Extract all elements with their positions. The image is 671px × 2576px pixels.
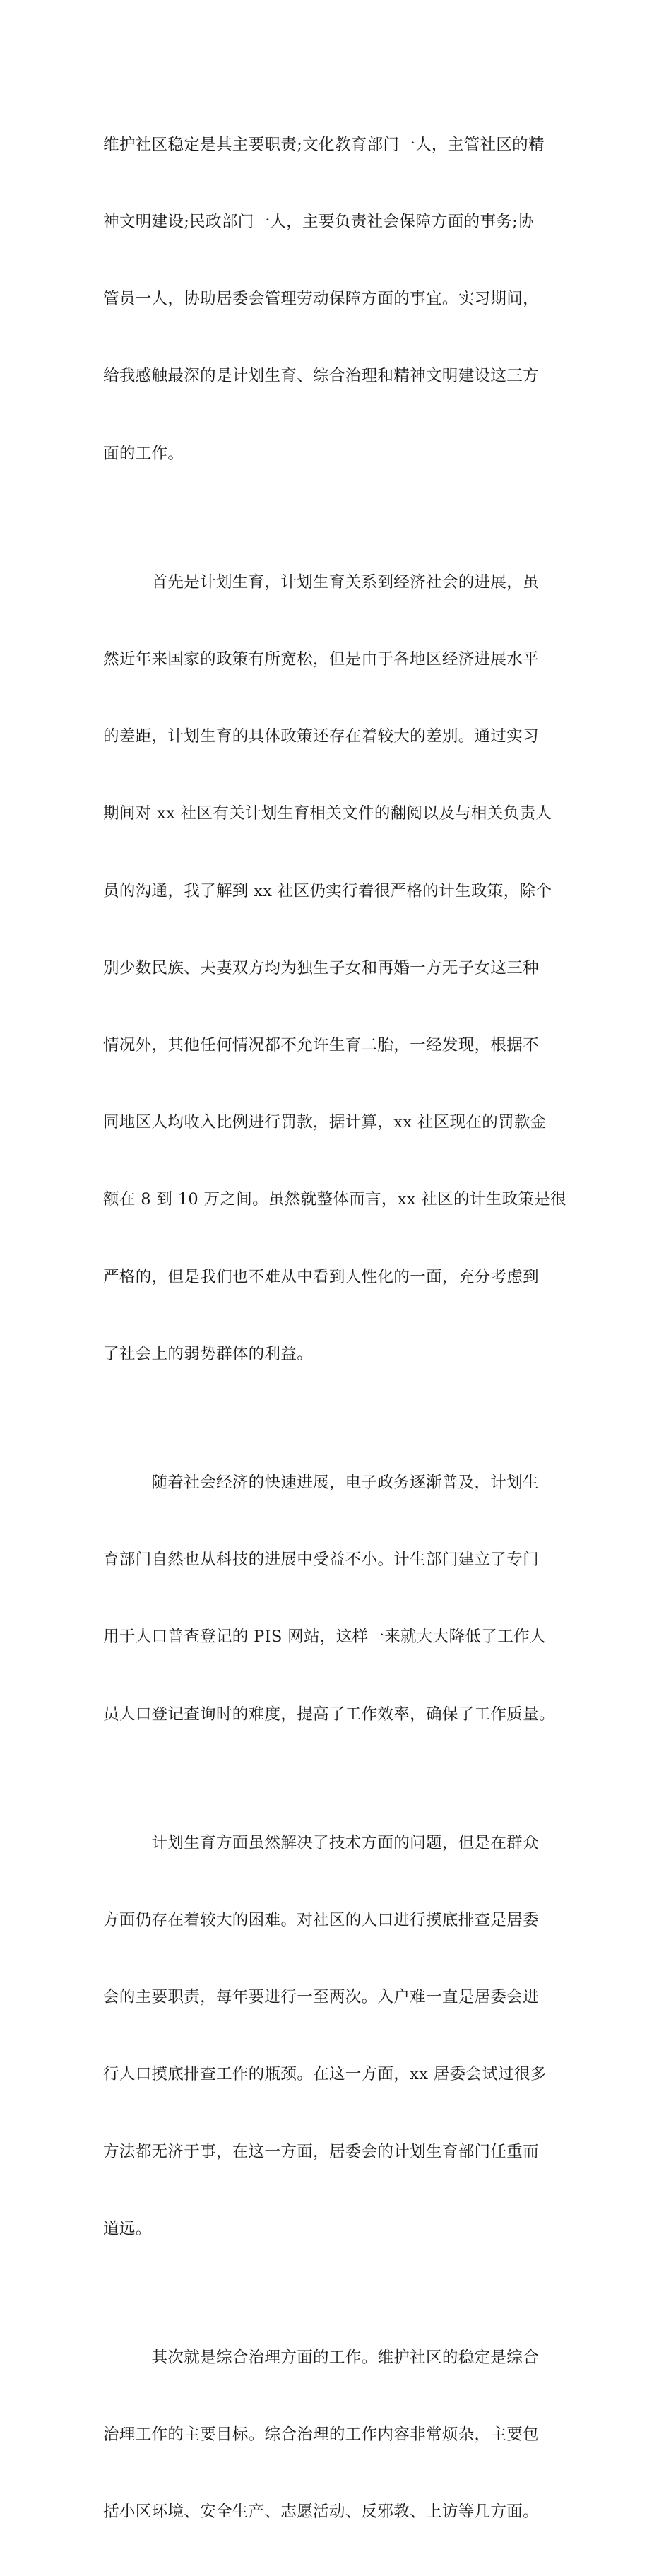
text-line: 给我感触最深的是计划生育、综合治理和精神文明建设这三方 xyxy=(103,367,539,386)
text-line: 括小区环境、安全生产、志愿活动、反邪教、上访等几方面。 xyxy=(103,2503,539,2522)
text-line: 神文明建设;民政部门一人，主要负责社会保障方面的事务;协 xyxy=(103,213,534,232)
text-line: 治理工作的主要目标。综合治理的工作内容非常烦杂，主要包 xyxy=(103,2425,539,2444)
text-line: 计划生育方面虽然解决了技术方面的问题，但是在群众 xyxy=(103,1833,539,1852)
paragraph-4 xyxy=(103,1779,569,2293)
text-line: 首先是计划生育，计划生育关系到经济社会的进展，虽 xyxy=(103,572,539,592)
text-line: 员的沟通，我了解到 xx 社区仍实行着很严格的计生政策，除个 xyxy=(103,881,552,900)
text-line: 的差距，计划生育的具体政策还存在着较大的差别。通过实习 xyxy=(103,727,539,746)
text-line: 行人口摸底排查工作的瓶颈。在这一方面，xx 居委会试过很多 xyxy=(103,2065,547,2084)
text-line: 别少数民族、夫妻双方均为独生子女和再婚一方无子女这三种 xyxy=(103,958,539,977)
text-line: 严格的，但是我们也不难从中看到人性化的一面，充分考虑到 xyxy=(103,1267,539,1286)
text-line: 维护社区稳定是其主要职责;文化教育部门一人，主管社区的精 xyxy=(103,135,545,154)
text-line: 其次就是综合治理方面的工作。维护社区的稳定是综合 xyxy=(103,2348,539,2367)
text-line: 面的工作。 xyxy=(103,444,184,463)
text-line: 方法都无济于事，在这一方面，居委会的计划生育部门任重而 xyxy=(103,2142,539,2161)
paragraph-2 xyxy=(103,518,569,1418)
text-line: 然近年来国家的政策有所宽松，但是由于各地区经济进展水平 xyxy=(103,649,539,669)
text-line: 管员一人，协助居委会管理劳动保障方面的事宜。实习期间， xyxy=(103,290,539,309)
text-line: 了社会上的弱势群体的利益。 xyxy=(103,1344,314,1363)
text-line: 员人口登记查询时的难度，提高了工作效率，确保了工作质量。 xyxy=(103,1705,555,1724)
paragraph-1 xyxy=(103,81,569,518)
paragraph-3 xyxy=(103,1418,569,1779)
text-line: 同地区人均收入比例进行罚款，据计算，xx 社区现在的罚款金 xyxy=(103,1113,547,1132)
text-line: 方面仍存在着较大的困难。对社区的人口进行摸底排查是居委 xyxy=(103,1910,539,1929)
text-line: 会的主要职责，每年要进行一至两次。入户难一直是居委会进 xyxy=(103,1988,539,2007)
text-line: 育部门自然也从科技的进展中受益不小。计生部门建立了专门 xyxy=(103,1551,539,1570)
text-line: 道远。 xyxy=(103,2219,152,2238)
text-line: 期间对 xx 社区有关计划生育相关文件的翻阅以及与相关负责人 xyxy=(103,804,552,823)
text-line: 随着社会经济的快速进展，电子政务逐渐普及，计划生 xyxy=(103,1473,539,1492)
text-line: 额在 8 到 10 万之间。虽然就整体而言，xx 社区的计生政策是很 xyxy=(103,1190,566,1209)
text-line: 情况外，其他任何情况都不允许生育二胎，一经发现，根据不 xyxy=(103,1036,539,1055)
paragraph-5 xyxy=(103,2293,569,2576)
document-body xyxy=(103,81,569,2576)
text-line: 用于人口普查登记的 PIS 网站，这样一来就大大降低了工作人 xyxy=(103,1628,546,1647)
